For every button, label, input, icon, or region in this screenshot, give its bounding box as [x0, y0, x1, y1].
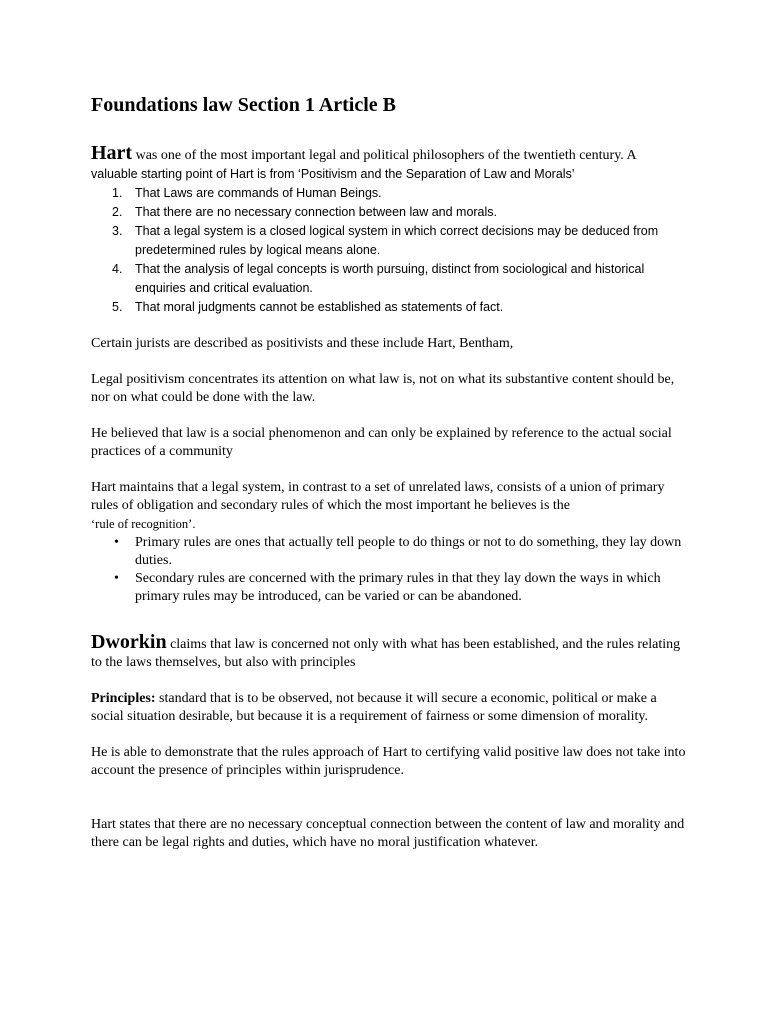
- bullet-text: Secondary rules are concerned with the primary rules in that they lay down the ways in which primary rules may be introduced, can be varied or can be abandoned.: [135, 571, 661, 604]
- positivists-paragraph: Certain jurists are described as positivists and these include Hart, Bentham,: [91, 336, 514, 351]
- hart-maintains-text: Hart maintains that a legal system, in contrast to a set of unrelated laws, consists of a union of primary rules of obligation and secondary rules of which the most important he believes is the: [91, 480, 665, 513]
- list-number: 5.: [112, 300, 123, 314]
- hart-intro: [91, 143, 691, 184]
- list-number: 4.: [112, 262, 123, 276]
- list-item: [91, 298, 691, 317]
- hart-intro-text: was one of the most important legal and political philosophers of the twentieth century. A: [132, 148, 637, 163]
- hart-heading: Hart: [91, 142, 133, 164]
- demonstrate-paragraph: He is able to demonstrate that the rules approach of Hart to certifying valid positive law does not take into account the presence of principles within jurisprudence.: [91, 745, 686, 778]
- list-number: 2.: [112, 205, 123, 219]
- principles-label: Principles:: [91, 691, 156, 706]
- dworkin-paragraph: [91, 632, 691, 672]
- list-item: [91, 184, 691, 203]
- spacer: [91, 798, 691, 816]
- list-number: 1.: [112, 186, 123, 200]
- list-text: That moral judgments cannot be established as statements of fact.: [135, 300, 504, 314]
- hart-intro-source: valuable starting point of Hart is from ‘Positivism and the Separation of Law and Morals’: [91, 167, 575, 181]
- document-title: Foundations law Section 1 Article B: [91, 94, 397, 116]
- list-item: [91, 260, 691, 298]
- principles-paragraph: [91, 690, 691, 726]
- list-item: [91, 570, 691, 606]
- bullet-text: Primary rules are ones that actually tell people to do things or not to do something, they lay down duties.: [135, 535, 682, 568]
- social-phenomenon-paragraph: He believed that law is a social phenomenon and can only be explained by reference to the actual social practices of a community: [91, 426, 672, 459]
- list-item: [91, 534, 691, 570]
- hart-points-list: [91, 184, 691, 317]
- dworkin-text: claims that law is concerned not only with what has been established, and the rules relating to the laws themselves, but also with principles: [91, 637, 681, 670]
- list-number: 3.: [112, 224, 123, 238]
- list-text: That Laws are commands of Human Beings.: [135, 186, 382, 200]
- rules-bullet-list: [91, 534, 691, 606]
- hart-maintains-paragraph: [91, 479, 691, 534]
- list-text: That the analysis of legal concepts is worth pursuing, distinct from sociological and historical enquiries and critical evaluation.: [135, 262, 645, 295]
- dworkin-heading: Dworkin: [91, 631, 167, 653]
- hart-states-paragraph: Hart states that there are no necessary conceptual connection between the content of law and morality and there can be legal rights and duties, which have no moral justification whatever.: [91, 817, 685, 850]
- bullet-icon: •: [114, 571, 119, 586]
- document-page: [91, 93, 691, 870]
- list-text: That a legal system is a closed logical system in which correct decisions may be deduced from predetermined rules by logical means alone.: [135, 224, 659, 257]
- legal-positivism-paragraph: Legal positivism concentrates its attention on what law is, not on what its substantive content should be, nor on what could be done with the law.: [91, 372, 675, 405]
- list-item: [91, 203, 691, 222]
- principles-text: standard that is to be observed, not because it will secure a economic, political or make a social situation desirable, but because it is a requirement of fairness or some dimension of morality.: [91, 691, 657, 724]
- list-item: [91, 222, 691, 260]
- rule-of-recognition-text: ‘rule of recognition’.: [91, 517, 196, 531]
- list-text: That there are no necessary connection between law and morals.: [135, 205, 498, 219]
- bullet-icon: •: [114, 535, 119, 550]
